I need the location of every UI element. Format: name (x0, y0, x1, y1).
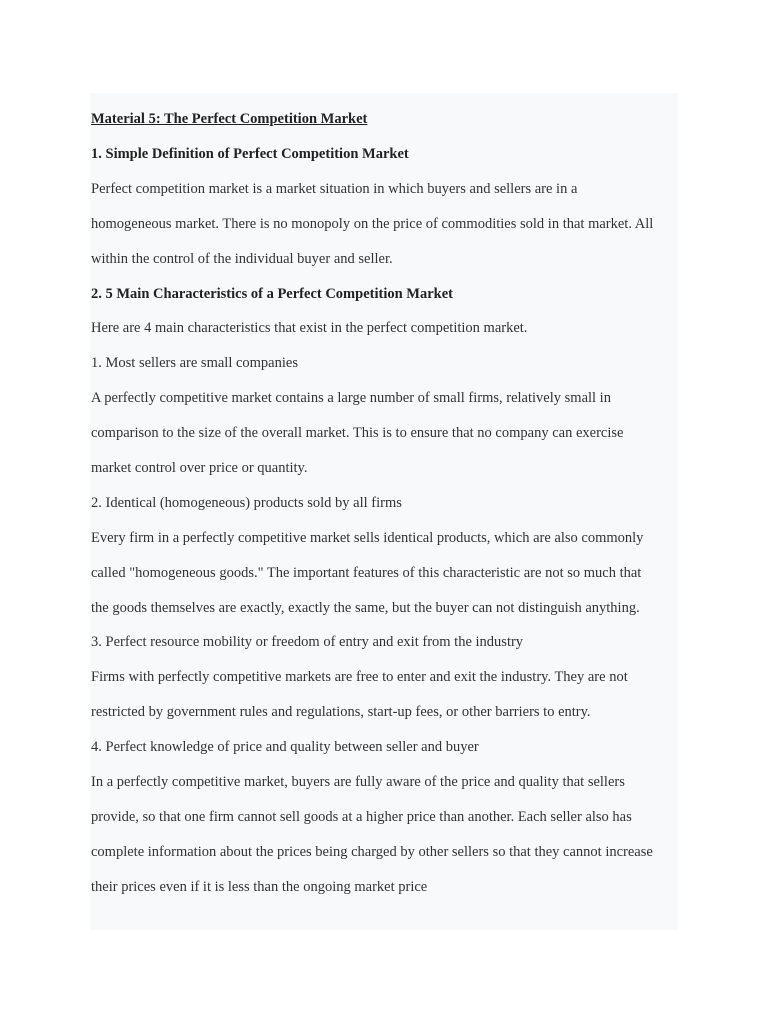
section-1-heading: 1. Simple Definition of Perfect Competition Market (91, 146, 409, 162)
characteristic-1-line-1: A perfectly competitive market contains a large number of small firms, relatively small in (91, 390, 611, 406)
characteristic-1-line-2: comparison to the size of the overall market. This is to ensure that no company can exercise (91, 425, 624, 441)
characteristic-3-line-1: Firms with perfectly competitive markets are free to enter and exit the industry. They are not (91, 669, 628, 685)
characteristic-2-line-2: called "homogeneous goods." The important features of this characteristic are not so much that (91, 565, 642, 581)
characteristic-2-line-1: Every firm in a perfectly competitive market sells identical products, which are also commonly (91, 530, 644, 546)
characteristic-4-title: 4. Perfect knowledge of price and quality between seller and buyer (91, 739, 479, 755)
section-1-line-2: homogeneous market. There is no monopoly on the price of commodities sold in that market. All (91, 216, 654, 232)
document-title: Material 5: The Perfect Competition Market (91, 111, 368, 127)
section-2-intro: Here are 4 main characteristics that exist in the perfect competition market. (91, 320, 528, 336)
characteristic-4-line-3: complete information about the prices being charged by other sellers so that they cannot increase (91, 844, 653, 860)
characteristic-1-title: 1. Most sellers are small companies (91, 355, 298, 371)
characteristic-3-title: 3. Perfect resource mobility or freedom of entry and exit from the industry (91, 634, 524, 650)
section-1-line-3: within the control of the individual buyer and seller. (91, 251, 393, 267)
section-1-line-1: Perfect competition market is a market situation in which buyers and sellers are in a (91, 181, 578, 197)
characteristic-1-line-3: market control over price or quantity. (91, 460, 308, 476)
characteristic-4-line-4: their prices even if it is less than the ongoing market price (91, 879, 428, 895)
characteristic-2-line-3: the goods themselves are exactly, exactly the same, but the buyer can not distinguish anything. (91, 600, 640, 616)
characteristic-4-line-1: In a perfectly competitive market, buyers are fully aware of the price and quality that sellers (91, 774, 625, 790)
characteristic-2-title: 2. Identical (homogeneous) products sold by all firms (91, 495, 402, 511)
characteristic-4-line-2: provide, so that one firm cannot sell goods at a higher price than another. Each seller also has (91, 809, 632, 825)
section-2-heading: 2. 5 Main Characteristics of a Perfect Competition Market (91, 286, 453, 302)
characteristic-3-line-2: restricted by government rules and regulations, start-up fees, or other barriers to entry. (91, 704, 591, 720)
